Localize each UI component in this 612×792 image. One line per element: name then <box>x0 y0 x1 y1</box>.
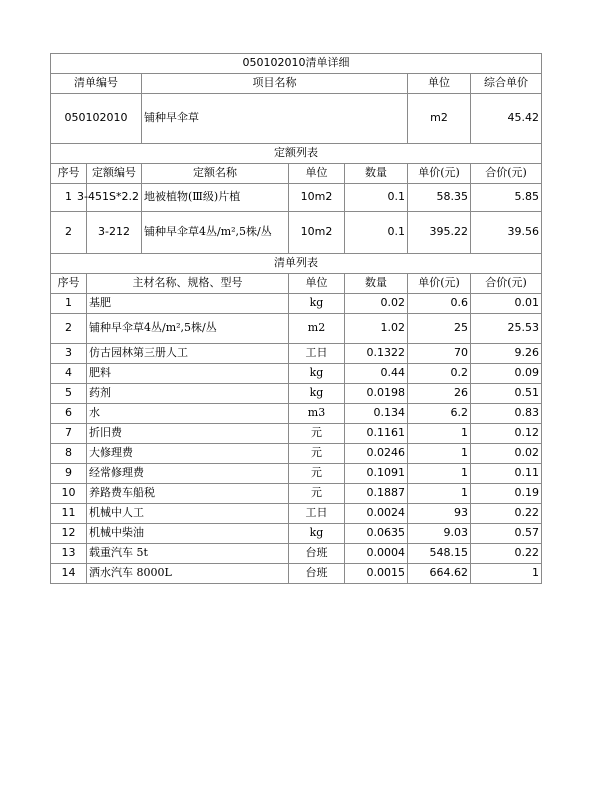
material-qty: 0.0198 <box>345 384 408 404</box>
material-unit: 工日 <box>289 344 345 364</box>
material-total: 0.12 <box>471 424 542 444</box>
material-total: 0.02 <box>471 444 542 464</box>
material-qty: 0.0635 <box>345 524 408 544</box>
material-qty: 0.44 <box>345 364 408 384</box>
material-unit: kg <box>289 524 345 544</box>
col-unit-header: 单位 <box>408 74 471 94</box>
material-name: 水 <box>87 404 289 424</box>
quota-col-seq: 序号 <box>51 164 87 184</box>
material-unit-price: 1 <box>408 464 471 484</box>
table-row <box>51 544 542 564</box>
material-total: 0.19 <box>471 484 542 504</box>
table-row <box>51 484 542 504</box>
material-unit: kg <box>289 294 345 314</box>
material-seq: 1 <box>51 294 87 314</box>
material-unit: m2 <box>289 314 345 344</box>
table-row <box>51 564 542 584</box>
material-unit: 台班 <box>289 564 345 584</box>
material-unit-price: 25 <box>408 314 471 344</box>
material-unit: 元 <box>289 484 345 504</box>
materials-col-total: 合价(元) <box>471 274 542 294</box>
material-unit: 元 <box>289 424 345 444</box>
table-row <box>51 184 542 212</box>
materials-body <box>51 294 542 584</box>
quota-col-code: 定额编号 <box>87 164 142 184</box>
quota-unit: 10m2 <box>289 212 345 254</box>
material-unit-price: 1 <box>408 444 471 464</box>
material-unit-price: 0.6 <box>408 294 471 314</box>
material-unit-price: 26 <box>408 384 471 404</box>
bill-code: 050102010 <box>51 94 142 144</box>
material-qty: 0.1091 <box>345 464 408 484</box>
material-name: 经常修理费 <box>87 464 289 484</box>
material-qty: 0.0024 <box>345 504 408 524</box>
materials-col-unit: 单位 <box>289 274 345 294</box>
quota-unit: 10m2 <box>289 184 345 212</box>
quota-col-name: 定额名称 <box>142 164 289 184</box>
col-composite-price-header: 综合单价 <box>471 74 542 94</box>
material-total: 1 <box>471 564 542 584</box>
material-total: 0.57 <box>471 524 542 544</box>
quota-seq: 2 <box>51 212 87 254</box>
material-name: 洒水汽车 8000L <box>87 564 289 584</box>
table-row <box>51 364 542 384</box>
material-qty: 0.02 <box>345 294 408 314</box>
material-unit-price: 1 <box>408 424 471 444</box>
materials-col-name: 主材名称、规格、型号 <box>87 274 289 294</box>
material-qty: 0.134 <box>345 404 408 424</box>
quota-unit-price: 58.35 <box>408 184 471 212</box>
table-row <box>51 314 542 344</box>
quota-total: 5.85 <box>471 184 542 212</box>
table-row <box>51 294 542 314</box>
col-item-name-header: 项目名称 <box>142 74 408 94</box>
material-name: 养路费车船税 <box>87 484 289 504</box>
material-seq: 14 <box>51 564 87 584</box>
materials-col-qty: 数量 <box>345 274 408 294</box>
material-unit: 元 <box>289 464 345 484</box>
quota-section-title: 定额列表 <box>51 144 542 164</box>
material-unit-price: 664.62 <box>408 564 471 584</box>
quota-seq: 1 <box>51 184 87 212</box>
table-row <box>51 464 542 484</box>
material-unit-price: 93 <box>408 504 471 524</box>
material-total: 0.09 <box>471 364 542 384</box>
material-seq: 11 <box>51 504 87 524</box>
material-total: 0.51 <box>471 384 542 404</box>
material-seq: 4 <box>51 364 87 384</box>
material-unit-price: 9.03 <box>408 524 471 544</box>
material-qty: 0.1887 <box>345 484 408 504</box>
material-unit: kg <box>289 364 345 384</box>
material-unit-price: 548.15 <box>408 544 471 564</box>
quota-code: 3-451S*2.2 <box>87 184 142 212</box>
quota-total: 39.56 <box>471 212 542 254</box>
table-title: 050102010清单详细 <box>51 54 542 74</box>
material-name: 仿古园林第三册人工 <box>87 344 289 364</box>
material-name: 大修理费 <box>87 444 289 464</box>
quota-col-qty: 数量 <box>345 164 408 184</box>
material-unit: m3 <box>289 404 345 424</box>
material-seq: 13 <box>51 544 87 564</box>
material-qty: 0.0246 <box>345 444 408 464</box>
materials-col-unit-price: 单价(元) <box>408 274 471 294</box>
material-qty: 0.1161 <box>345 424 408 444</box>
table-row <box>51 404 542 424</box>
material-seq: 3 <box>51 344 87 364</box>
material-unit: 工日 <box>289 504 345 524</box>
material-name: 肥料 <box>87 364 289 384</box>
material-name: 机械中人工 <box>87 504 289 524</box>
materials-col-seq: 序号 <box>51 274 87 294</box>
table-row <box>51 212 542 254</box>
bill-unit: m2 <box>408 94 471 144</box>
table-row <box>51 384 542 404</box>
material-seq: 10 <box>51 484 87 504</box>
material-total: 0.01 <box>471 294 542 314</box>
materials-section-title: 清单列表 <box>51 254 542 274</box>
quota-name: 铺种早伞草4丛/m²,5株/丛 <box>142 212 289 254</box>
material-total: 0.11 <box>471 464 542 484</box>
material-total: 0.22 <box>471 544 542 564</box>
material-total: 0.83 <box>471 404 542 424</box>
material-unit-price: 70 <box>408 344 471 364</box>
quota-qty: 0.1 <box>345 212 408 254</box>
material-unit: 台班 <box>289 544 345 564</box>
composite-price: 45.42 <box>471 94 542 144</box>
table-row <box>51 424 542 444</box>
material-qty: 1.02 <box>345 314 408 344</box>
item-name: 铺种早伞草 <box>142 94 408 144</box>
material-unit: kg <box>289 384 345 404</box>
table-row <box>51 504 542 524</box>
material-total: 25.53 <box>471 314 542 344</box>
table-row <box>51 444 542 464</box>
material-name: 折旧费 <box>87 424 289 444</box>
material-unit-price: 0.2 <box>408 364 471 384</box>
material-unit-price: 6.2 <box>408 404 471 424</box>
table-row <box>51 524 542 544</box>
quota-col-total: 合价(元) <box>471 164 542 184</box>
quota-col-unit: 单位 <box>289 164 345 184</box>
bill-detail-table <box>50 53 542 584</box>
material-name: 机械中柴油 <box>87 524 289 544</box>
quota-qty: 0.1 <box>345 184 408 212</box>
material-unit-price: 1 <box>408 484 471 504</box>
col-bill-code-header: 清单编号 <box>51 74 142 94</box>
material-unit: 元 <box>289 444 345 464</box>
material-name: 载重汽车 5t <box>87 544 289 564</box>
material-qty: 0.0004 <box>345 544 408 564</box>
material-seq: 7 <box>51 424 87 444</box>
material-name: 铺种早伞草4丛/m²,5株/丛 <box>87 314 289 344</box>
material-qty: 0.0015 <box>345 564 408 584</box>
material-qty: 0.1322 <box>345 344 408 364</box>
material-total: 9.26 <box>471 344 542 364</box>
quota-unit-price: 395.22 <box>408 212 471 254</box>
material-seq: 6 <box>51 404 87 424</box>
table-row <box>51 344 542 364</box>
material-seq: 8 <box>51 444 87 464</box>
quota-code: 3-212 <box>87 212 142 254</box>
material-seq: 12 <box>51 524 87 544</box>
material-seq: 2 <box>51 314 87 344</box>
material-name: 药剂 <box>87 384 289 404</box>
quota-name: 地被植物(Ⅲ级)片植 <box>142 184 289 212</box>
material-total: 0.22 <box>471 504 542 524</box>
quota-col-unit-price: 单价(元) <box>408 164 471 184</box>
material-seq: 9 <box>51 464 87 484</box>
material-seq: 5 <box>51 384 87 404</box>
material-name: 基肥 <box>87 294 289 314</box>
